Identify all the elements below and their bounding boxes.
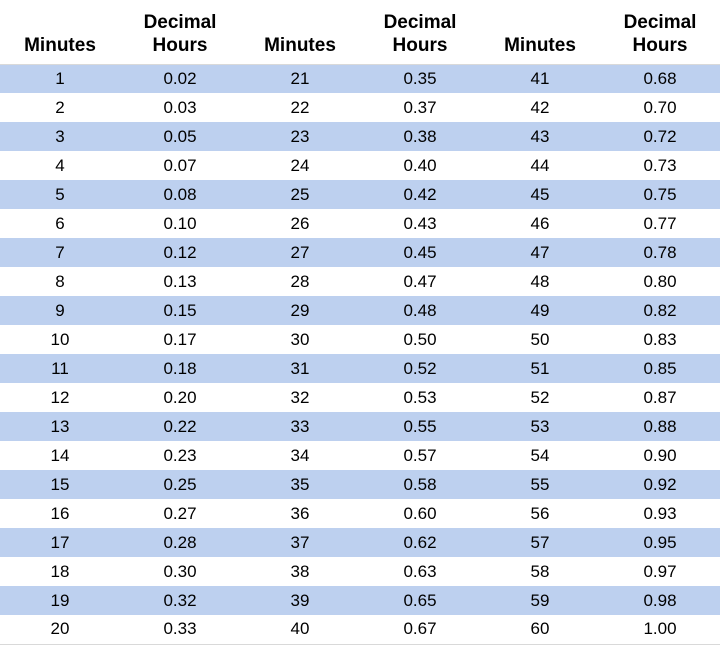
decimal-hours-cell: 0.87 <box>600 383 720 412</box>
column-header-line1: Decimal <box>383 12 457 34</box>
column-header-line2: Minutes <box>504 35 576 57</box>
minutes-cell: 32 <box>240 383 360 412</box>
decimal-hours-cell: 0.82 <box>600 296 720 325</box>
minutes-cell: 13 <box>0 412 120 441</box>
minutes-cell: 20 <box>0 615 120 644</box>
column-header-1 <box>120 0 240 64</box>
decimal-hours-cell: 0.62 <box>360 528 480 557</box>
decimal-hours-cell: 0.67 <box>360 615 480 644</box>
column-header-0 <box>0 0 120 64</box>
minutes-cell: 26 <box>240 209 360 238</box>
column-header-line2: Minutes <box>24 35 96 57</box>
decimal-hours-cell: 0.98 <box>600 586 720 615</box>
minutes-cell: 39 <box>240 586 360 615</box>
table-row <box>0 615 720 644</box>
decimal-hours-cell: 0.63 <box>360 557 480 586</box>
minutes-cell: 35 <box>240 470 360 499</box>
decimal-hours-cell: 0.97 <box>600 557 720 586</box>
table-row <box>0 209 720 238</box>
minutes-cell: 10 <box>0 325 120 354</box>
column-header-4 <box>480 0 600 64</box>
decimal-hours-cell: 0.80 <box>600 267 720 296</box>
minutes-cell: 41 <box>480 64 600 93</box>
decimal-hours-cell: 0.42 <box>360 180 480 209</box>
decimal-hours-cell: 0.38 <box>360 122 480 151</box>
table-row <box>0 441 720 470</box>
table-row <box>0 267 720 296</box>
decimal-hours-cell: 0.47 <box>360 267 480 296</box>
decimal-hours-cell: 0.22 <box>120 412 240 441</box>
decimal-hours-cell: 0.23 <box>120 441 240 470</box>
table-row <box>0 238 720 267</box>
minutes-cell: 31 <box>240 354 360 383</box>
decimal-hours-cell: 0.72 <box>600 122 720 151</box>
minutes-cell: 21 <box>240 64 360 93</box>
table-row <box>0 557 720 586</box>
decimal-hours-cell: 0.92 <box>600 470 720 499</box>
column-header-line1: Decimal <box>143 12 217 34</box>
minutes-cell: 40 <box>240 615 360 644</box>
decimal-hours-cell: 0.17 <box>120 325 240 354</box>
table-row <box>0 470 720 499</box>
table-header <box>0 0 720 64</box>
minutes-cell: 3 <box>0 122 120 151</box>
minutes-cell: 24 <box>240 151 360 180</box>
minutes-cell: 60 <box>480 615 600 644</box>
decimal-hours-cell: 0.33 <box>120 615 240 644</box>
column-header-5 <box>600 0 720 64</box>
minutes-cell: 58 <box>480 557 600 586</box>
column-header-line2: Hours <box>632 35 688 57</box>
decimal-hours-cell: 0.27 <box>120 499 240 528</box>
decimal-hours-cell: 0.30 <box>120 557 240 586</box>
decimal-hours-cell: 0.77 <box>600 209 720 238</box>
table-row <box>0 180 720 209</box>
minutes-cell: 51 <box>480 354 600 383</box>
decimal-hours-cell: 0.83 <box>600 325 720 354</box>
decimal-hours-cell: 0.53 <box>360 383 480 412</box>
minutes-cell: 23 <box>240 122 360 151</box>
minutes-cell: 54 <box>480 441 600 470</box>
column-header-line2: Minutes <box>264 35 336 57</box>
decimal-hours-cell: 0.12 <box>120 238 240 267</box>
minutes-cell: 7 <box>0 238 120 267</box>
table-row <box>0 296 720 325</box>
minutes-cell: 22 <box>240 93 360 122</box>
decimal-hours-cell: 0.37 <box>360 93 480 122</box>
minutes-cell: 9 <box>0 296 120 325</box>
table-row <box>0 383 720 412</box>
header-row <box>0 0 720 64</box>
table-body <box>0 64 720 644</box>
minutes-cell: 59 <box>480 586 600 615</box>
decimal-hours-cell: 0.32 <box>120 586 240 615</box>
minutes-cell: 49 <box>480 296 600 325</box>
minutes-cell: 12 <box>0 383 120 412</box>
minutes-cell: 1 <box>0 64 120 93</box>
decimal-hours-cell: 0.20 <box>120 383 240 412</box>
minutes-cell: 42 <box>480 93 600 122</box>
minutes-cell: 6 <box>0 209 120 238</box>
decimal-hours-cell: 0.10 <box>120 209 240 238</box>
minutes-cell: 5 <box>0 180 120 209</box>
minutes-cell: 38 <box>240 557 360 586</box>
minutes-cell: 15 <box>0 470 120 499</box>
minutes-cell: 34 <box>240 441 360 470</box>
decimal-hours-cell: 0.52 <box>360 354 480 383</box>
minutes-cell: 55 <box>480 470 600 499</box>
table-row <box>0 122 720 151</box>
decimal-hours-cell: 0.18 <box>120 354 240 383</box>
minutes-cell: 25 <box>240 180 360 209</box>
minutes-cell: 16 <box>0 499 120 528</box>
decimal-hours-cell: 0.73 <box>600 151 720 180</box>
minutes-cell: 45 <box>480 180 600 209</box>
minutes-cell: 29 <box>240 296 360 325</box>
minutes-cell: 36 <box>240 499 360 528</box>
decimal-hours-cell: 0.95 <box>600 528 720 557</box>
table-row <box>0 64 720 93</box>
table-row <box>0 354 720 383</box>
decimal-hours-cell: 0.35 <box>360 64 480 93</box>
decimal-hours-cell: 0.60 <box>360 499 480 528</box>
decimal-hours-cell: 0.90 <box>600 441 720 470</box>
minutes-cell: 27 <box>240 238 360 267</box>
minutes-cell: 14 <box>0 441 120 470</box>
minutes-cell: 19 <box>0 586 120 615</box>
minutes-cell: 56 <box>480 499 600 528</box>
minutes-cell: 48 <box>480 267 600 296</box>
column-header-2 <box>240 0 360 64</box>
decimal-hours-cell: 0.68 <box>600 64 720 93</box>
column-header-line2: Hours <box>152 35 208 57</box>
minutes-cell: 18 <box>0 557 120 586</box>
minutes-cell: 43 <box>480 122 600 151</box>
minutes-cell: 11 <box>0 354 120 383</box>
decimal-hours-cell: 0.07 <box>120 151 240 180</box>
decimal-hours-cell: 0.50 <box>360 325 480 354</box>
minutes-cell: 46 <box>480 209 600 238</box>
decimal-hours-cell: 0.28 <box>120 528 240 557</box>
decimal-hours-cell: 0.58 <box>360 470 480 499</box>
minutes-cell: 47 <box>480 238 600 267</box>
minutes-cell: 33 <box>240 412 360 441</box>
table-row <box>0 93 720 122</box>
minutes-cell: 37 <box>240 528 360 557</box>
minutes-cell: 2 <box>0 93 120 122</box>
decimal-hours-cell: 0.40 <box>360 151 480 180</box>
minutes-cell: 50 <box>480 325 600 354</box>
table-row <box>0 499 720 528</box>
decimal-hours-cell: 0.05 <box>120 122 240 151</box>
minutes-cell: 44 <box>480 151 600 180</box>
minutes-cell: 53 <box>480 412 600 441</box>
decimal-hours-cell: 0.78 <box>600 238 720 267</box>
decimal-hours-cell: 0.65 <box>360 586 480 615</box>
minutes-cell: 57 <box>480 528 600 557</box>
decimal-hours-cell: 0.57 <box>360 441 480 470</box>
minutes-cell: 8 <box>0 267 120 296</box>
minutes-cell: 4 <box>0 151 120 180</box>
decimal-hours-cell: 0.13 <box>120 267 240 296</box>
decimal-hours-cell: 1.00 <box>600 615 720 644</box>
minutes-cell: 52 <box>480 383 600 412</box>
column-header-3 <box>360 0 480 64</box>
minutes-cell: 30 <box>240 325 360 354</box>
decimal-hours-cell: 0.45 <box>360 238 480 267</box>
minutes-cell: 28 <box>240 267 360 296</box>
decimal-hours-cell: 0.75 <box>600 180 720 209</box>
decimal-hours-cell: 0.03 <box>120 93 240 122</box>
decimal-hours-cell: 0.70 <box>600 93 720 122</box>
table-row <box>0 528 720 557</box>
table-row <box>0 412 720 441</box>
table-row <box>0 151 720 180</box>
table-row <box>0 325 720 354</box>
decimal-hours-cell: 0.85 <box>600 354 720 383</box>
minutes-cell: 17 <box>0 528 120 557</box>
decimal-hours-cell: 0.88 <box>600 412 720 441</box>
decimal-hours-cell: 0.08 <box>120 180 240 209</box>
decimal-hours-cell: 0.55 <box>360 412 480 441</box>
decimal-hours-cell: 0.43 <box>360 209 480 238</box>
decimal-hours-cell: 0.93 <box>600 499 720 528</box>
decimal-hours-cell: 0.25 <box>120 470 240 499</box>
column-header-line1: Decimal <box>623 12 697 34</box>
decimal-hours-cell: 0.02 <box>120 64 240 93</box>
decimal-hours-cell: 0.15 <box>120 296 240 325</box>
table-row <box>0 586 720 615</box>
column-header-line2: Hours <box>392 35 448 57</box>
decimal-hours-cell: 0.48 <box>360 296 480 325</box>
